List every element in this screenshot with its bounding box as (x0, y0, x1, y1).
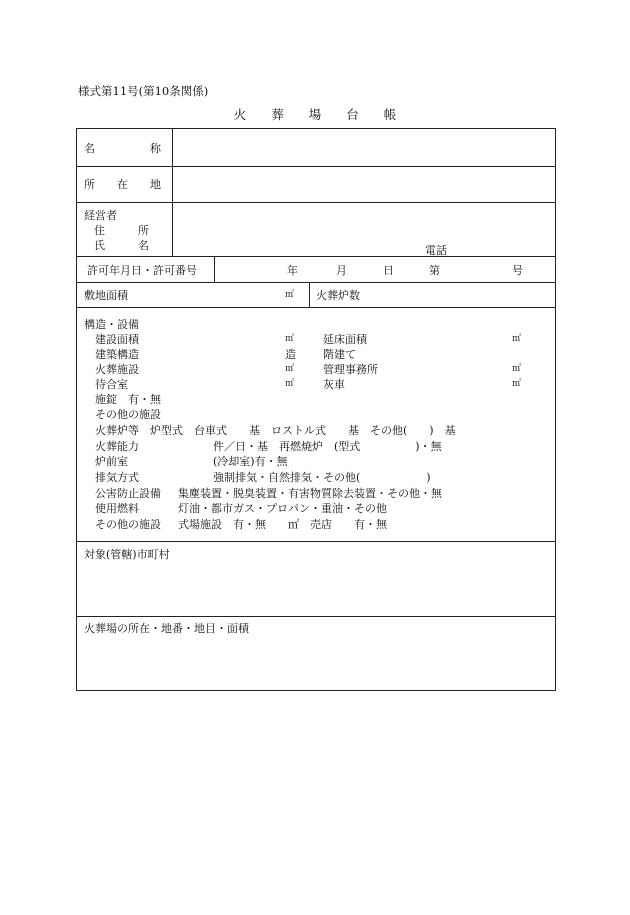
label-column-divider (172, 128, 173, 256)
fuel-label: 使用燃料 (95, 502, 139, 515)
exhaust-value: 強制排気・自然排気・その他( ) (213, 471, 431, 484)
pollution-value: 集塵装置・脱臭装置・有害物質除去装置・その他・無 (178, 487, 442, 500)
site-column-divider (309, 282, 310, 307)
admin-office-label: 管理事務所 (323, 363, 378, 376)
site-area-label: 敷地面積 (84, 289, 128, 302)
ash-car-label: 灰車 (323, 378, 345, 391)
front-room-label: 炉前室 (95, 455, 128, 468)
site-area-unit: ㎡ (285, 290, 295, 300)
cremation-facility-unit: ㎡ (285, 364, 295, 374)
furnace-type-line: 火葬炉等 炉型式 台車式 基 ロストル式 基 その他( ) 基 (95, 424, 456, 437)
other-facility-value: 式場施設 有・無 ㎡ 売店 有・無 (178, 518, 387, 531)
floor-area-label: 延床面積 (323, 333, 367, 346)
row-divider-2 (76, 202, 556, 203)
row-divider-4 (76, 282, 556, 283)
building-area-unit: ㎡ (285, 334, 295, 344)
construction-label: 建築構造 (95, 348, 139, 361)
lock-label: 施錠 有・無 (95, 393, 161, 406)
cremation-facility-label: 火葬施設 (95, 363, 139, 376)
permit-go: 号 (512, 264, 523, 277)
page-title: 火 葬 場 台 帳 (233, 107, 397, 122)
person-name-label: 氏 名 (94, 239, 149, 252)
row-divider-5 (76, 307, 556, 308)
furnace-count-label: 火葬炉数 (316, 289, 360, 302)
other-facility-label: その他の施設 (95, 518, 161, 531)
form-number: 様式第11号(第10条関係) (78, 84, 209, 98)
row-divider-3 (76, 256, 556, 257)
waiting-room-label: 待合室 (95, 378, 128, 391)
floor-area-unit: ㎡ (512, 334, 522, 344)
permit-label: 許可年月日・許可番号 (87, 264, 197, 277)
admin-office-unit: ㎡ (512, 364, 522, 374)
permit-day: 日 (383, 264, 394, 277)
construction-suffix: 造 (285, 348, 296, 361)
row-divider-7 (76, 616, 556, 617)
permit-year: 年 (287, 264, 298, 277)
location-label: 所 在 地 (84, 178, 161, 191)
ash-car-unit: ㎡ (512, 379, 522, 389)
permit-column-divider (214, 256, 215, 282)
row-divider-6 (76, 541, 556, 542)
lot-info-label: 火葬場の所在・地番・地目・面積 (84, 622, 249, 635)
fuel-value: 灯油・都市ガス・プロパン・重油・その他 (178, 502, 387, 515)
waiting-room-unit: ㎡ (285, 379, 295, 389)
front-room-value: (冷却室)有・無 (213, 455, 288, 468)
address-label: 住 所 (94, 224, 149, 237)
capacity-label: 火葬能力 (95, 440, 139, 453)
permit-dai: 第 (429, 264, 440, 277)
stories-label: 階建て (323, 348, 356, 361)
other-facilities-heading: その他の施設 (95, 408, 161, 421)
structure-heading: 構造・設備 (84, 318, 139, 331)
target-municipality-label: 対象(管轄)市町村 (84, 548, 170, 561)
capacity-value: 件／日・基 再燃焼炉 (型式 )・無 (213, 440, 442, 453)
row-divider-1 (76, 166, 556, 167)
building-area-label: 建設面積 (95, 333, 139, 346)
operator-label: 経営者 (84, 209, 117, 222)
pollution-label: 公害防止設備 (95, 487, 161, 500)
phone-label: 電話 (425, 244, 447, 257)
permit-month: 月 (336, 264, 347, 277)
exhaust-label: 排気方式 (95, 471, 139, 484)
name-label: 名 称 (84, 142, 161, 155)
